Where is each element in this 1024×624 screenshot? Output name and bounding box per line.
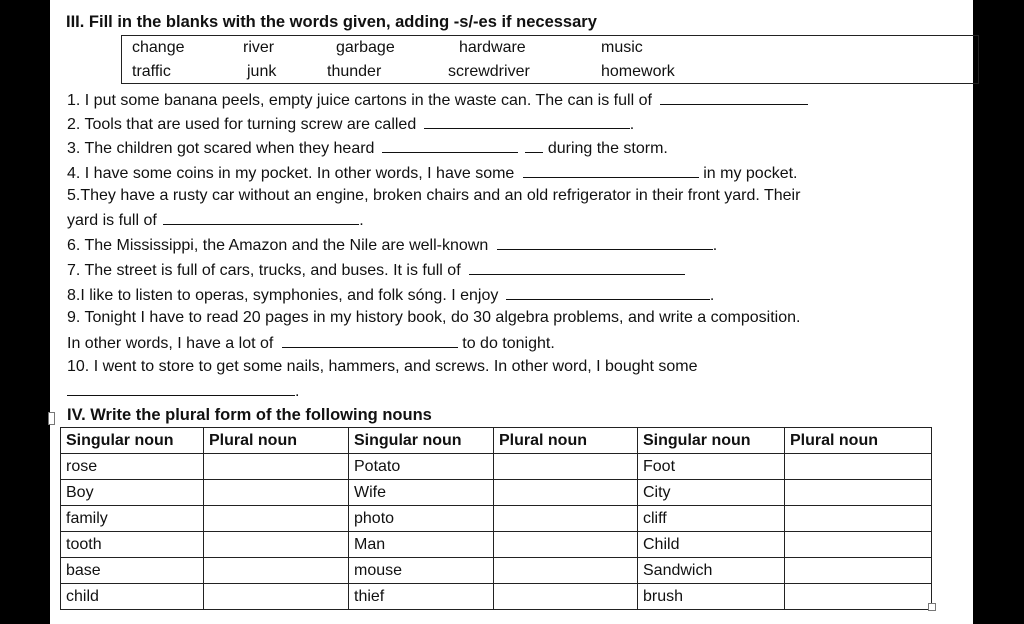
singular-cell: Child	[638, 532, 785, 558]
singular-cell: Man	[349, 532, 494, 558]
plural-answer-cell[interactable]	[785, 454, 932, 480]
table-resize-handle[interactable]	[928, 603, 936, 611]
word-music: music	[601, 39, 643, 56]
singular-cell: thief	[349, 584, 494, 610]
word-homework: homework	[601, 63, 675, 80]
header-plural-2: Plural noun	[494, 428, 638, 454]
singular-cell: City	[638, 480, 785, 506]
word-thunder: thunder	[327, 63, 382, 80]
singular-cell: mouse	[349, 558, 494, 584]
plural-table	[60, 427, 932, 610]
singular-cell: tooth	[61, 532, 204, 558]
question-9	[67, 309, 800, 327]
question-7-text: 7. The street is full of cars, trucks, and buses. It is full of	[67, 262, 461, 279]
word-screwdriver: screwdriver	[448, 63, 530, 80]
singular-cell: cliff	[638, 506, 785, 532]
question-10-text: 10. I went to store to get some nails, hammers, and screws. In other word, I bought some	[67, 358, 698, 375]
plural-answer-cell[interactable]	[785, 506, 932, 532]
table-row	[61, 506, 932, 532]
header-plural-3: Plural noun	[785, 428, 932, 454]
question-2-text: 2. Tools that are used for turning screw are called	[67, 116, 417, 133]
question-5-text: 5.They have a rusty car without an engine, broken chairs and an old refrigerator in their front yard. Their	[67, 187, 801, 204]
singular-cell: base	[61, 558, 204, 584]
singular-cell: rose	[61, 454, 204, 480]
singular-cell: brush	[638, 584, 785, 610]
answer-blank-3[interactable]	[382, 138, 518, 153]
plural-answer-cell[interactable]	[204, 454, 349, 480]
answer-blank-10[interactable]	[67, 381, 295, 396]
header-plural-1: Plural noun	[204, 428, 349, 454]
plural-answer-cell[interactable]	[204, 558, 349, 584]
plural-answer-cell[interactable]	[204, 532, 349, 558]
section4-title: IV. Write the plural form of the following nouns	[67, 406, 432, 424]
answer-blank-6[interactable]	[497, 235, 713, 250]
plural-answer-cell[interactable]	[204, 480, 349, 506]
table-row	[61, 558, 932, 584]
question-8-text: 8.I like to listen to operas, symphonies, and folk sóng. I enjoy	[67, 287, 499, 304]
question-10	[67, 358, 698, 376]
question-9-cont: In other words, I have a lot of to do tonight.	[67, 335, 555, 352]
answer-blank-5[interactable]	[163, 210, 359, 225]
plural-answer-cell[interactable]	[494, 480, 638, 506]
question-3-text: 3. The children got scared when they heard	[67, 140, 375, 157]
table-header-row	[61, 428, 932, 454]
word-junk: junk	[247, 63, 277, 80]
answer-blank-1[interactable]	[660, 90, 808, 105]
plural-answer-cell[interactable]	[204, 506, 349, 532]
singular-cell: Potato	[349, 454, 494, 480]
plural-answer-cell[interactable]	[494, 584, 638, 610]
question-10-cont: .	[67, 381, 299, 401]
singular-cell: Foot	[638, 454, 785, 480]
plural-answer-cell[interactable]	[785, 480, 932, 506]
question-4-text: 4. I have some coins in my pocket. In other words, I have some	[67, 165, 515, 182]
header-singular-2: Singular noun	[349, 428, 494, 454]
plural-answer-cell[interactable]	[204, 584, 349, 610]
singular-cell: photo	[349, 506, 494, 532]
section3-title: III. Fill in the blanks with the words given, adding -s/-es if necessary	[66, 13, 597, 31]
word-box	[121, 35, 979, 84]
question-6-text: 6. The Mississippi, the Amazon and the Nile are well-known	[67, 237, 489, 254]
question-3: 3. The children got scared when they heard during the storm.	[67, 140, 668, 157]
question-8: 8.I like to listen to operas, symphonies, and folk sóng. I enjoy .	[67, 287, 715, 304]
question-5-cont: yard is full of .	[67, 212, 364, 229]
table-row	[61, 532, 932, 558]
question-1	[67, 90, 808, 110]
word-traffic: traffic	[132, 63, 171, 80]
singular-cell: Boy	[61, 480, 204, 506]
answer-blank-8[interactable]	[506, 285, 710, 300]
question-7	[67, 260, 685, 280]
question-9-text: 9. Tonight I have to read 20 pages in my history book, do 30 algebra problems, and write a composition.	[67, 309, 801, 326]
table-row	[61, 584, 932, 610]
singular-cell: Wife	[349, 480, 494, 506]
answer-blank-4[interactable]	[523, 163, 699, 178]
word-river: river	[243, 39, 275, 56]
plural-answer-cell[interactable]	[494, 558, 638, 584]
word-garbage: garbage	[336, 39, 395, 56]
header-singular-1: Singular noun	[61, 428, 204, 454]
question-4: 4. I have some coins in my pocket. In other words, I have some in my pocket.	[67, 165, 798, 182]
answer-blank-7[interactable]	[469, 260, 685, 275]
word-change: change	[132, 39, 185, 56]
singular-cell: child	[61, 584, 204, 610]
question-2: 2. Tools that are used for turning screw are called .	[67, 116, 635, 133]
question-6: 6. The Mississippi, the Amazon and the Nile are well-known .	[67, 237, 718, 254]
question-1-text: 1. I put some banana peels, empty juice cartons in the waste can. The can is full of	[67, 92, 652, 109]
plural-answer-cell[interactable]	[494, 506, 638, 532]
table-row	[61, 454, 932, 480]
header-singular-3: Singular noun	[638, 428, 785, 454]
answer-blank-2[interactable]	[424, 114, 630, 129]
plural-answer-cell[interactable]	[494, 454, 638, 480]
table-move-handle[interactable]	[48, 412, 55, 425]
answer-blank-9[interactable]	[282, 333, 458, 348]
word-hardware: hardware	[459, 39, 526, 56]
worksheet-page	[50, 0, 973, 624]
plural-answer-cell[interactable]	[785, 584, 932, 610]
singular-cell: family	[61, 506, 204, 532]
plural-answer-cell[interactable]	[785, 532, 932, 558]
singular-cell: Sandwich	[638, 558, 785, 584]
question-5	[67, 187, 800, 205]
plural-answer-cell[interactable]	[785, 558, 932, 584]
plural-answer-cell[interactable]	[494, 532, 638, 558]
table-row	[61, 480, 932, 506]
